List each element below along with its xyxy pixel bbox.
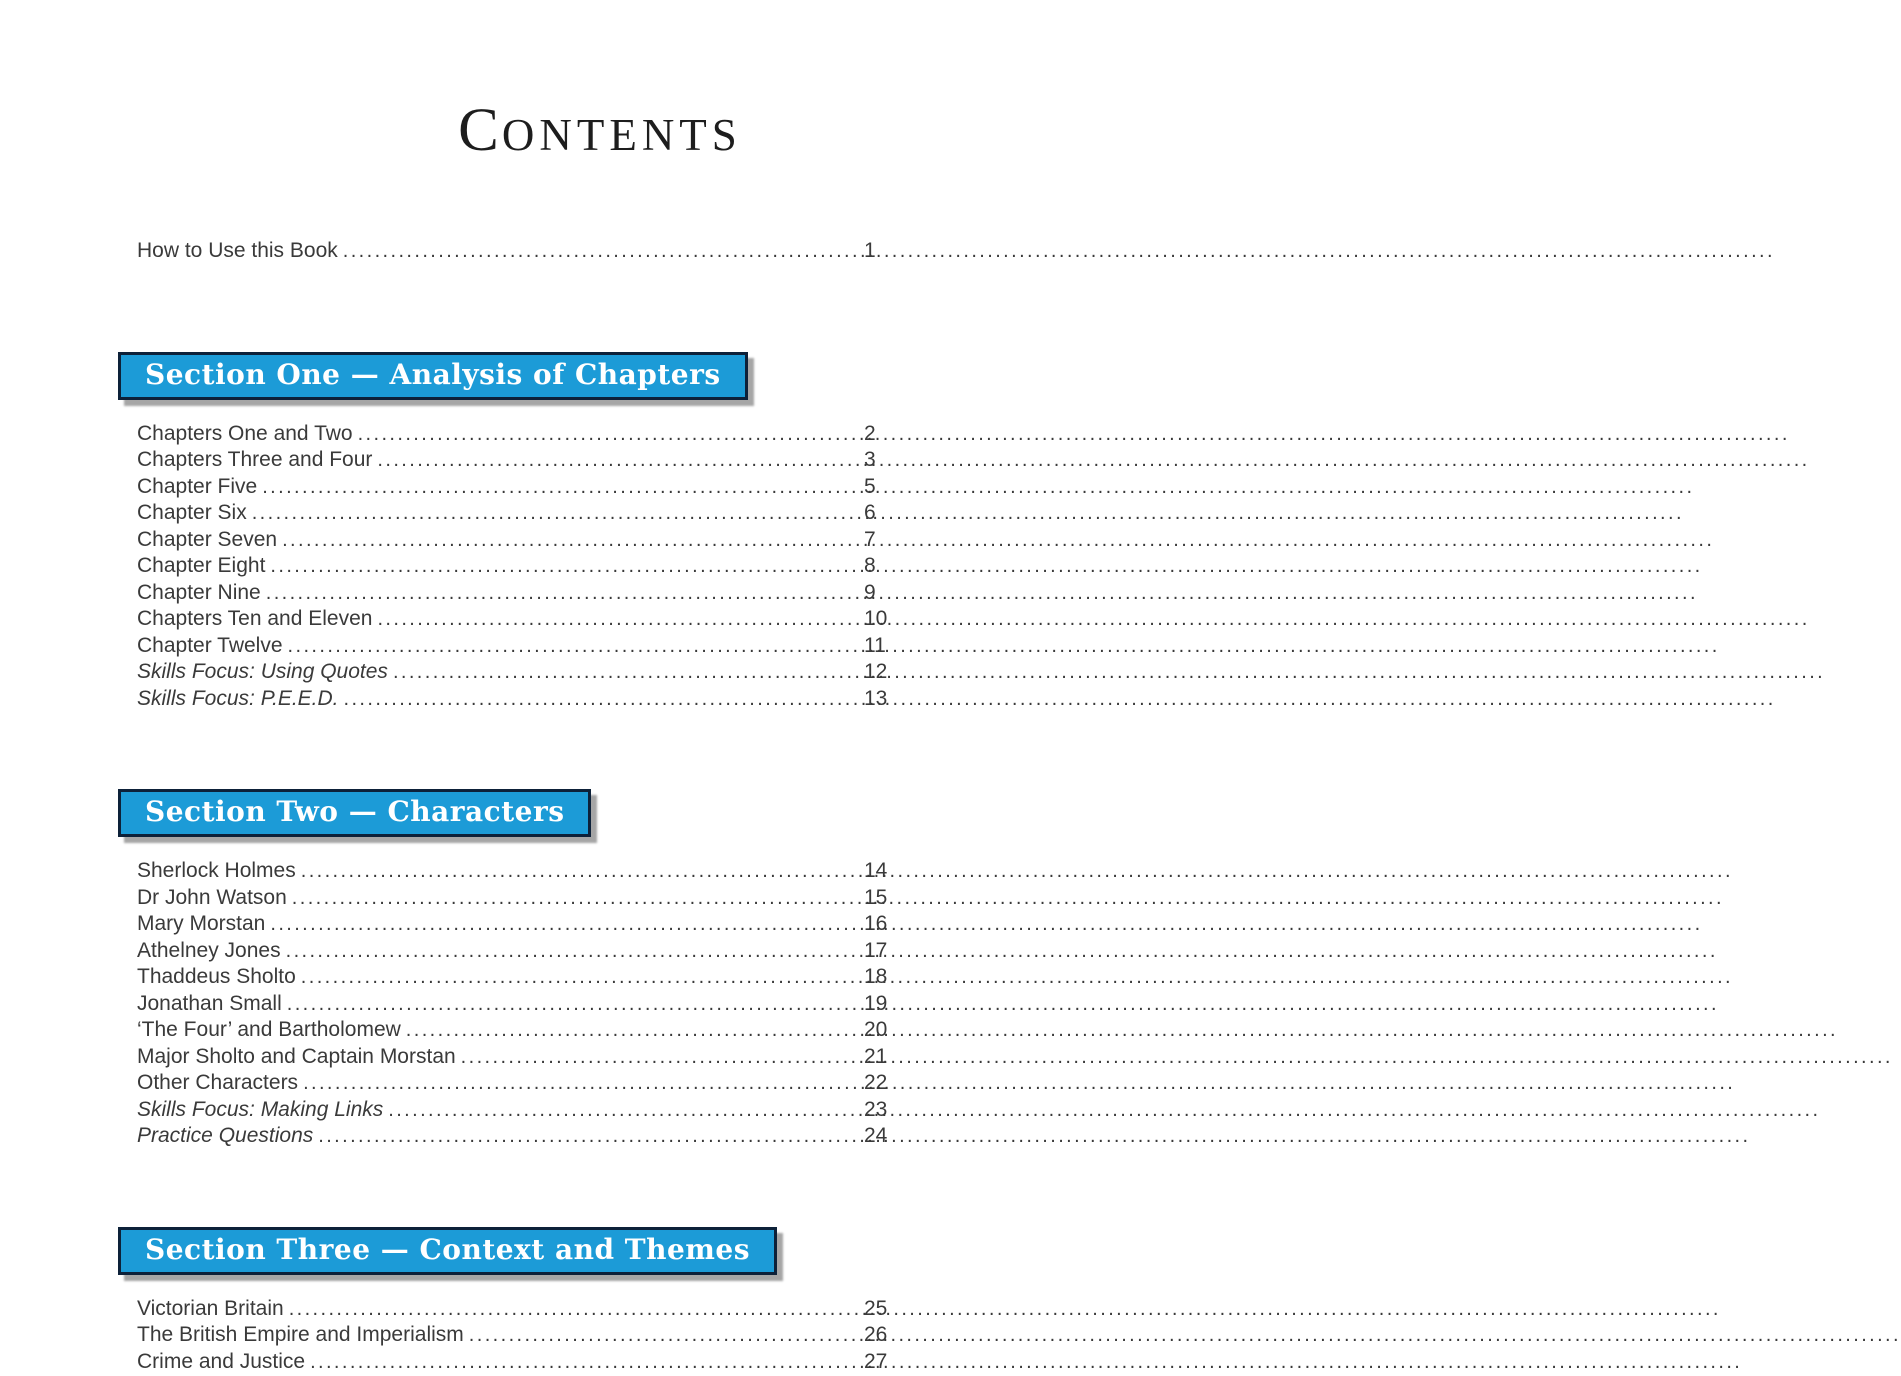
dot-leader: [292, 886, 857, 910]
dot-leader: [461, 1045, 857, 1069]
dot-leader: [282, 528, 857, 552]
section-entries: [137, 1297, 886, 1376]
toc-entry: [137, 448, 886, 475]
toc-entry: [137, 859, 886, 886]
toc-entry-label: Sherlock Holmes: [137, 859, 296, 883]
toc-entry: [137, 886, 886, 913]
toc-entry-page: 11: [857, 634, 886, 658]
dot-leader: [344, 687, 857, 711]
toc-entry-label: Chapter Nine: [137, 581, 261, 605]
toc-entry: [137, 965, 886, 992]
toc-entry-label: Chapters Three and Four: [137, 448, 372, 472]
section-heading: [118, 352, 748, 400]
toc-entry: [137, 1098, 886, 1125]
toc-entry-label: Dr John Watson: [137, 886, 287, 910]
toc-entry-page: 26: [857, 1323, 886, 1347]
toc-entry-page: 23: [857, 1098, 886, 1122]
toc-entry-page: 16: [857, 912, 886, 936]
toc-entry: [137, 1018, 886, 1045]
toc-entry-page: 1: [857, 239, 886, 263]
dot-leader: [266, 581, 857, 605]
dot-leader: [286, 939, 857, 963]
toc-entry-page: 18: [857, 965, 886, 989]
toc-entry: [137, 687, 886, 714]
toc-content: [137, 239, 886, 1376]
toc-entry-label: Skills Focus: Using Quotes: [137, 660, 388, 684]
toc-entry-label: Chapter Five: [137, 475, 257, 499]
toc-section: [137, 1151, 886, 1376]
toc-entry-label: Chapters One and Two: [137, 422, 353, 446]
toc-entry-page: 15: [857, 886, 886, 910]
toc-entry: [137, 239, 886, 266]
toc-entry-page: 10: [857, 607, 886, 631]
toc-entry-page: 8: [857, 554, 886, 578]
toc-entry-page: 20: [857, 1018, 886, 1042]
dot-leader: [287, 992, 857, 1016]
dot-leader: [301, 859, 857, 883]
dot-leader: [377, 607, 857, 631]
toc-entry: [137, 1297, 886, 1324]
dot-leader: [288, 634, 857, 658]
toc-sections: [137, 266, 886, 1376]
toc-entry-page: 19: [857, 992, 886, 1016]
toc-entry: [137, 1350, 886, 1376]
toc-entry: [137, 1323, 886, 1350]
toc-entry: [137, 581, 886, 608]
toc-entry-label: Jonathan Small: [137, 992, 282, 1016]
section-heading: [118, 789, 591, 837]
page-title: [0, 0, 1200, 161]
toc-section: [137, 713, 886, 1151]
dot-leader: [289, 1297, 857, 1321]
toc-entry-label: Chapter Six: [137, 501, 247, 525]
toc-entry: [137, 634, 886, 661]
dot-leader: [303, 1071, 857, 1095]
dot-leader: [406, 1018, 857, 1042]
toc-entry-label: Chapters Ten and Eleven: [137, 607, 372, 631]
page-title-initial: C: [458, 97, 502, 164]
toc-entry: [137, 1124, 886, 1151]
toc-entry: [137, 660, 886, 687]
toc-entry: [137, 1071, 886, 1098]
toc-entry-label: Victorian Britain: [137, 1297, 284, 1321]
toc-entry-label: Thaddeus Sholto: [137, 965, 296, 989]
page-title-rest: ONTENTS: [502, 110, 742, 160]
dot-leader: [252, 501, 857, 525]
toc-entry-page: 5: [857, 475, 886, 499]
dot-leader: [301, 965, 857, 989]
toc-entry-label: Chapter Eight: [137, 554, 265, 578]
dot-leader: [393, 660, 857, 684]
toc-entry: [137, 1045, 886, 1072]
toc-entry-page: 21: [857, 1045, 886, 1069]
dot-leader: [262, 475, 857, 499]
toc-entry-page: 2: [857, 422, 886, 446]
section-heading-label: Section Three — Context and Themes: [145, 1233, 750, 1266]
toc-entry-label: How to Use this Book: [137, 239, 338, 263]
section-heading: [118, 1227, 777, 1275]
toc-entry-label: Major Sholto and Captain Morstan: [137, 1045, 456, 1069]
section-entries: [137, 422, 886, 714]
toc-entry-label: Crime and Justice: [137, 1350, 305, 1374]
toc-entry-label: Chapter Twelve: [137, 634, 283, 658]
toc-entry: [137, 912, 886, 939]
toc-entry-label: Chapter Seven: [137, 528, 277, 552]
toc-entry: [137, 992, 886, 1019]
toc-entry: [137, 528, 886, 555]
toc-entry-page: 14: [857, 859, 886, 883]
toc-entry-page: 7: [857, 528, 886, 552]
dot-leader: [343, 239, 857, 263]
toc-entry: [137, 501, 886, 528]
section-entries: [137, 859, 886, 1151]
dot-leader: [469, 1323, 857, 1347]
toc-entry-page: 9: [857, 581, 886, 605]
dot-leader: [310, 1350, 857, 1374]
section-heading-label: Section One — Analysis of Chapters: [145, 358, 721, 391]
toc-entry-label: The British Empire and Imperialism: [137, 1323, 464, 1347]
toc-entry-label: ‘The Four’ and Bartholomew: [137, 1018, 401, 1042]
toc-entry-page: 22: [857, 1071, 886, 1095]
toc-entry: [137, 607, 886, 634]
toc-entry: [137, 422, 886, 449]
toc-entry-page: 12: [857, 660, 886, 684]
toc-entry-label: Practice Questions: [137, 1124, 313, 1148]
toc-entry: [137, 554, 886, 581]
toc-entry-label: Mary Morstan: [137, 912, 265, 936]
dot-leader: [377, 448, 857, 472]
toc-entry-page: 6: [857, 501, 886, 525]
toc-entry-label: Skills Focus: Making Links: [137, 1098, 383, 1122]
toc-entry-page: 17: [857, 939, 886, 963]
toc-entry-page: 25: [857, 1297, 886, 1321]
toc-entry-label: Athelney Jones: [137, 939, 281, 963]
dot-leader: [358, 422, 857, 446]
toc-entry-label: Skills Focus: P.E.E.D.: [137, 687, 339, 711]
section-heading-label: Section Two — Characters: [145, 795, 564, 828]
toc-entry: [137, 475, 886, 502]
toc-entry: [137, 939, 886, 966]
dot-leader: [318, 1124, 857, 1148]
dot-leader: [270, 554, 857, 578]
toc-entry-label: Other Characters: [137, 1071, 298, 1095]
toc-entry-page: 27: [857, 1350, 886, 1374]
toc-entry-page: 13: [857, 687, 886, 711]
toc-section: [137, 266, 886, 714]
toc-entry-page: 3: [857, 448, 886, 472]
toc-entry-page: 24: [857, 1124, 886, 1148]
dot-leader: [388, 1098, 857, 1122]
dot-leader: [270, 912, 857, 936]
